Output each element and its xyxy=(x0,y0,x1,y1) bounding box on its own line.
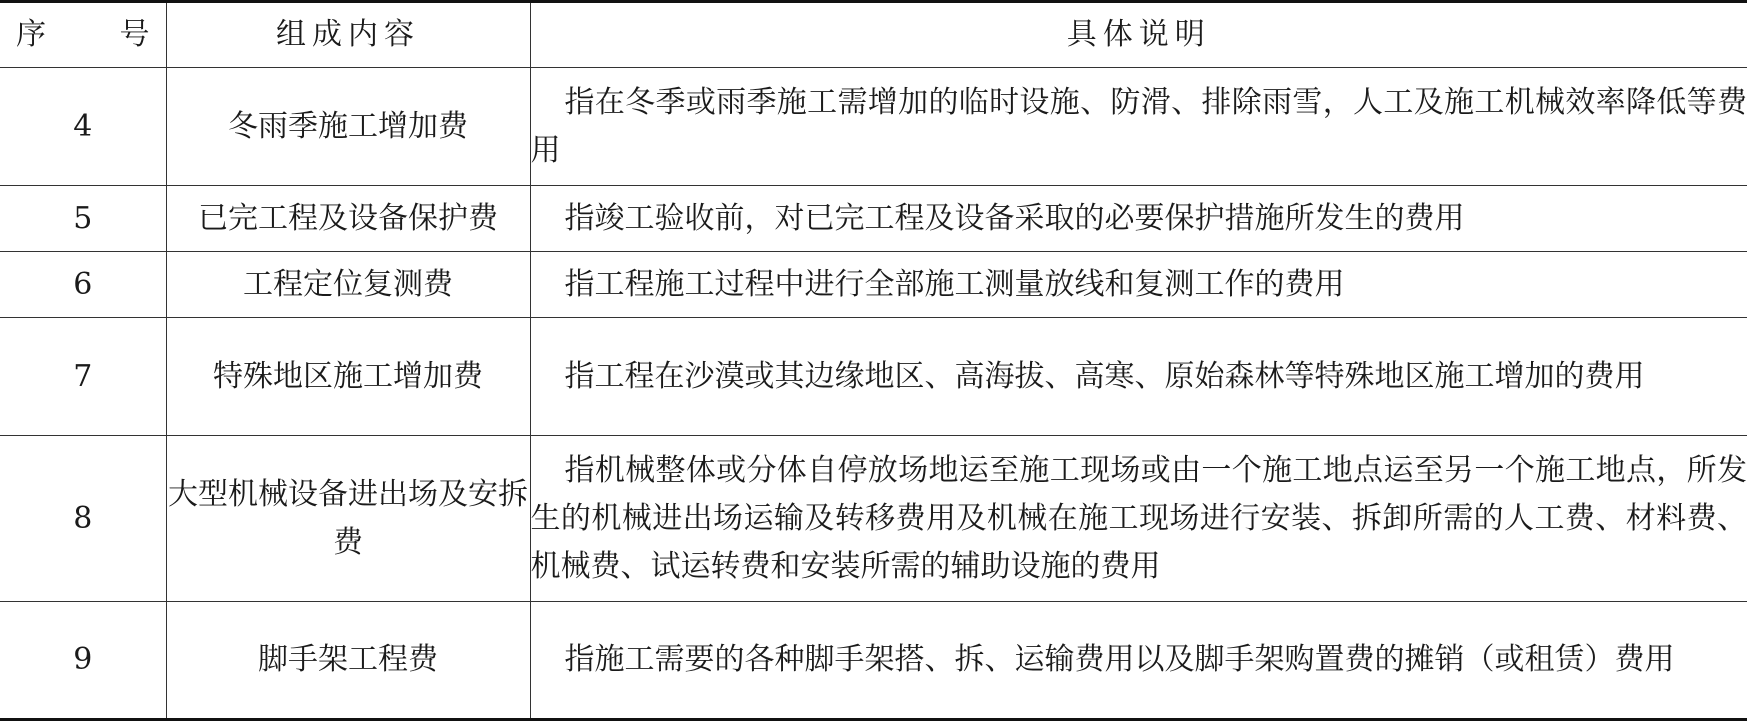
row-name: 工程定位复测费 xyxy=(166,252,530,318)
table-row xyxy=(0,602,1747,720)
header-seq xyxy=(0,2,166,68)
row-name: 特殊地区施工增加费 xyxy=(166,318,530,436)
row-description: 指竣工验收前，对已完工程及设备采取的必要保护措施所发生的费用 xyxy=(530,186,1747,252)
header-content: 组成内容 xyxy=(166,2,530,68)
row-seq: 4 xyxy=(0,68,166,186)
header-description: 具体说明 xyxy=(530,2,1747,68)
table-row xyxy=(0,186,1747,252)
table-body xyxy=(0,68,1747,720)
table-row xyxy=(0,318,1747,436)
row-description: 指机械整体或分体自停放场地运至施工现场或由一个施工地点运至另一个施工地点，所发生的机械进出场运输及转移费用及机械在施工现场进行安装、拆卸所需的人工费、材料费、机械费、试运转费和安装所需的辅助设施的费用 xyxy=(530,436,1747,602)
table-row xyxy=(0,436,1747,602)
row-description: 指在冬季或雨季施工需增加的临时设施、防滑、排除雨雪，人工及施工机械效率降低等费用 xyxy=(530,68,1747,186)
table-row xyxy=(0,252,1747,318)
row-name: 大型机械设备进出场及安拆费 xyxy=(166,436,530,602)
header-seq-right: 号 xyxy=(119,17,150,52)
row-seq: 8 xyxy=(0,436,166,602)
row-name: 脚手架工程费 xyxy=(166,602,530,720)
row-seq: 7 xyxy=(0,318,166,436)
row-description: 指工程在沙漠或其边缘地区、高海拔、高寒、原始森林等特殊地区施工增加的费用 xyxy=(530,318,1747,436)
row-description: 指工程施工过程中进行全部施工测量放线和复测工作的费用 xyxy=(530,252,1747,318)
header-row xyxy=(0,2,1747,68)
row-description: 指施工需要的各种脚手架搭、拆、运输费用以及脚手架购置费的摊销（或租赁）费用 xyxy=(530,602,1747,720)
table-header xyxy=(0,2,1747,68)
row-seq: 9 xyxy=(0,602,166,720)
row-seq: 6 xyxy=(0,252,166,318)
table-row xyxy=(0,68,1747,186)
header-seq-left: 序 xyxy=(16,17,46,52)
row-name: 冬雨季施工增加费 xyxy=(166,68,530,186)
row-seq: 5 xyxy=(0,186,166,252)
row-name: 已完工程及设备保护费 xyxy=(166,186,530,252)
